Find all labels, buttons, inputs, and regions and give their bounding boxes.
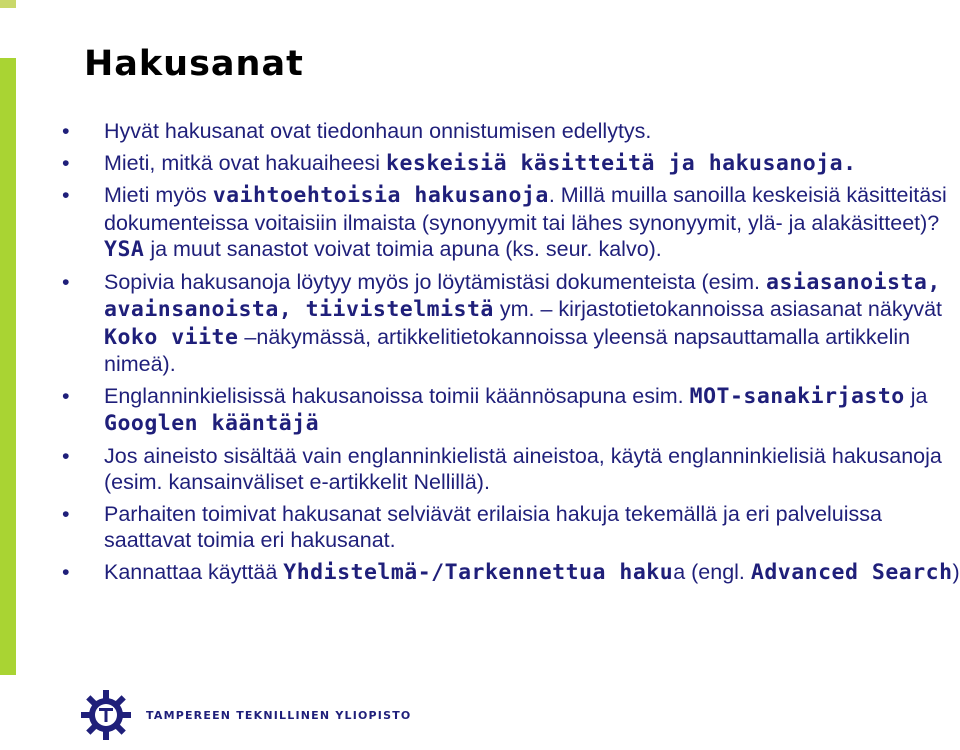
bullet-item [62, 269, 960, 378]
slide-title: Hakusanat [84, 44, 304, 84]
bullet-text: ja [904, 383, 928, 408]
bullet-keyword: YSA [104, 237, 145, 262]
bullet-dot-icon: • [62, 183, 70, 207]
bullet-dot-icon: • [62, 443, 70, 468]
bullet-text: ja muut sanastot voivat toimia apuna (ks. seur. kalvo). [144, 237, 662, 261]
bullet-dot-icon: • [62, 119, 70, 143]
bullet-item [62, 118, 960, 145]
bullet-keyword: Koko viite [104, 324, 239, 350]
bullet-text: a (engl. [673, 559, 751, 584]
bullet-text: –näkymässä, artikkelitietokannoissa yleensä napsauttamalla artikkelin nimeä). [104, 324, 911, 376]
bullet-keyword: asiasanoista, avainsanoista, tiivistelmistä [104, 269, 941, 322]
bullet-item [62, 383, 960, 438]
bullet-item [62, 501, 960, 554]
bullet-keyword: Advanced Search [750, 559, 953, 585]
bullet-item [62, 150, 960, 178]
accent-bar-top [0, 0, 16, 8]
bullet-dot-icon: • [62, 269, 70, 294]
bullet-keyword: MOT-sanakirjasto [689, 383, 905, 409]
bullet-text: . Millä muilla sanoilla keskeisiä käsitteitäsi dokumenteissa voitaisiin ilmaista (synonyymit tai lähes synonyymit, ylä- ja alakäsitteet)? [104, 183, 947, 235]
bullet-keyword: keskeisiä käsitteitä ja hakusanoja. [386, 150, 857, 176]
bullet-text: Mieti, mitkä ovat hakuaiheesi [104, 150, 387, 175]
bullet-text: Sopivia hakusanoja löytyy myös jo löytämistäsi dokumenteista (esim. [104, 269, 767, 294]
bullet-text: Jos aineisto sisältää vain englanninkielistä aineistoa, käytä englanninkielisiä hakusanoja (esim. kansainväliset e-artikkelit Nellillä). [104, 443, 942, 494]
accent-bar [0, 58, 16, 675]
bullet-keyword: Yhdistelmä-/Tarkennettua haku [283, 559, 674, 585]
bullet-text: Parhaiten toimivat hakusanat selviävät erilaisia hakuja tekemällä ja eri palveluissa saattavat toimia eri hakusanat. [104, 501, 882, 552]
bullet-item [62, 443, 960, 496]
bullet-item [62, 559, 960, 587]
gear-logo-icon [80, 689, 132, 741]
bullet-dot-icon: • [62, 150, 70, 175]
bullet-keyword: Googlen kääntäjä [104, 411, 320, 436]
bullet-text: Mieti myös [104, 183, 213, 207]
bullet-text: ) [952, 559, 960, 584]
bullet-text: Kannattaa käyttää [104, 559, 284, 584]
bullet-dot-icon: • [62, 383, 70, 408]
footer [80, 690, 411, 740]
bullet-text: ym. – kirjastotietokannoissa asiasanat näkyvät [493, 297, 943, 321]
bullet-keyword: vaihtoehtoisia hakusanoja [212, 183, 549, 208]
university-name: TAMPEREEN TEKNILLINEN YLIOPISTO [146, 708, 412, 722]
bullet-item [62, 182, 960, 264]
bullet-dot-icon: • [62, 559, 70, 584]
bullet-dot-icon: • [62, 501, 70, 526]
bullet-text: Hyvät hakusanat ovat tiedonhaun onnistumisen edellytys. [104, 119, 652, 143]
bullet-text: Englanninkielisissä hakusanoissa toimii käännösapuna esim. [104, 383, 690, 408]
bullet-list [62, 118, 960, 591]
